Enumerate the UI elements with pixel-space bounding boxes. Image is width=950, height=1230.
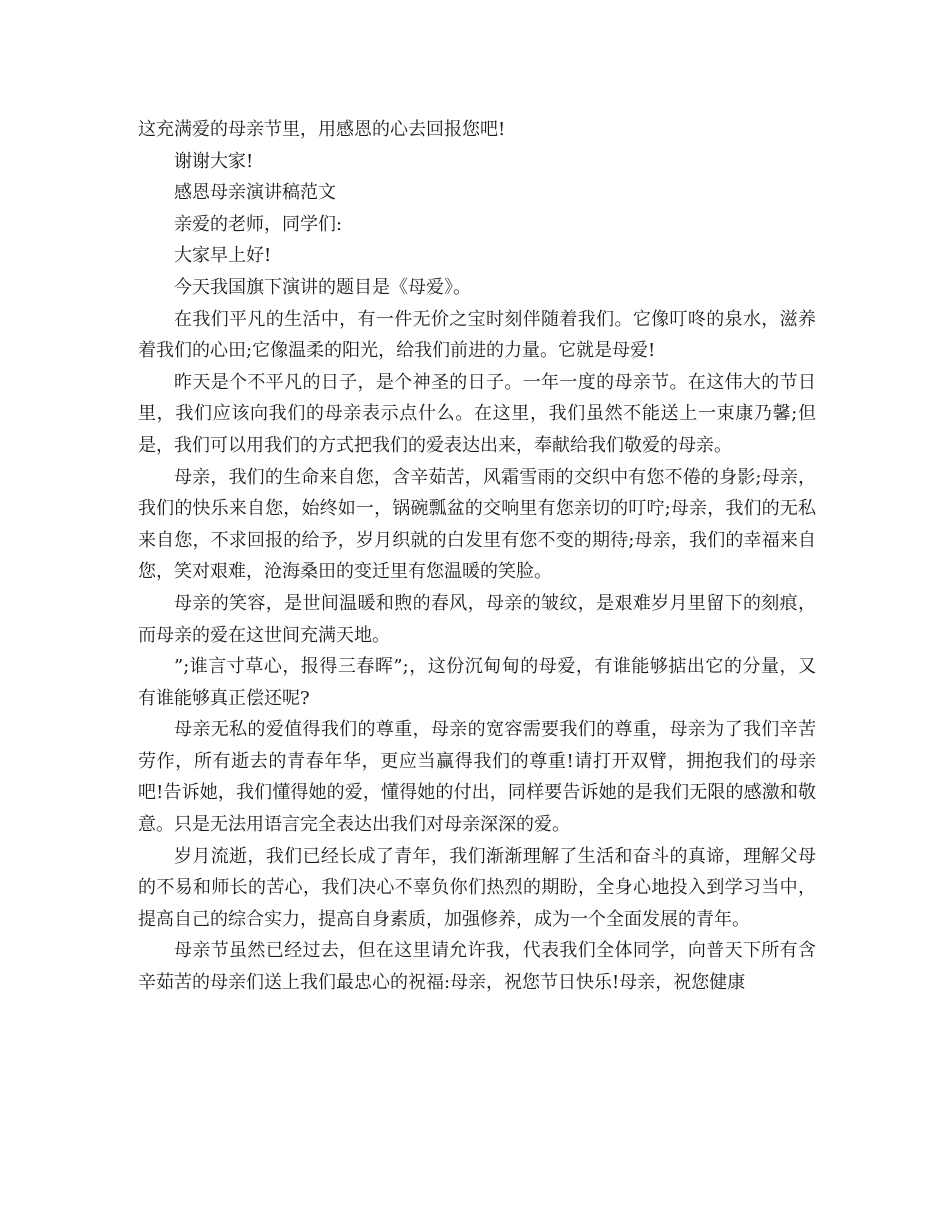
paragraph-topic: 今天我国旗下演讲的题目是《母爱》。	[174, 276, 471, 298]
paragraph-body: ”;谁言寸草心，报得三春晖”;，这份沉甸甸的母爱，有谁能够掂出它的分量，又有谁能够真正偿还呢?	[138, 656, 816, 709]
paragraph-salutation: 亲爱的老师，同学们:	[174, 213, 343, 235]
paragraph-body: 母亲的笑容，是世间温暖和煦的春风，母亲的皱纹，是艰难岁月里留下的刻痕，而母亲的爱在这世间充满天地。	[138, 592, 816, 646]
document-body	[138, 114, 816, 999]
paragraph-greeting: 大家早上好!	[174, 245, 272, 267]
paragraph-closing-line: 这充满爱的母亲节里，用感恩的心去回报您吧!	[138, 119, 506, 140]
paragraph-body: 母亲，我们的生命来自您，含辛茹苦，风霜雪雨的交织中有您不倦的身影;母亲，我们的快乐来自您，始终如一，锅碗瓢盆的交响里有您亲切的叮咛;母亲，我们的无私来自您，不求回报的给予，岁月织就的白发里有您不变的期待;母亲，我们的幸福来自您，笑对艰难，沧海桑田的变迁里有您温暖的笑脸。	[138, 466, 816, 583]
paragraph-body: 母亲无私的爱值得我们的尊重，母亲的宽容需要我们的尊重，母亲为了我们辛苦劳作，所有逝去的青春年华，更应当赢得我们的尊重!请打开双臂，拥抱我们的母亲吧!告诉她，我们懂得她的爱，懂得她的付出，同样要告诉她的是我们无限的感激和敬意。只是无法用语言完全表达出我们对母亲深深的爱。	[138, 719, 816, 836]
paragraph-body: 在我们平凡的生活中，有一件无价之宝时刻伴随着我们。它像叮咚的泉水，滋养着我们的心田;它像温柔的阳光，给我们前进的力量。它就是母爱!	[138, 308, 816, 362]
paragraph-body: 昨天是个不平凡的日子，是个神圣的日子。一年一度的母亲节。在这伟大的节日里，我们应该向我们的母亲表示点什么。在这里，我们虽然不能送上一束康乃馨;但是，我们可以用我们的方式把我们的爱表达出来，奉献给我们敬爱的母亲。	[138, 371, 816, 456]
paragraph-thanks: 谢谢大家!	[174, 150, 254, 172]
paragraph-title: 感恩母亲演讲稿范文	[174, 182, 336, 204]
paragraph-body: 岁月流逝，我们已经长成了青年，我们渐渐理解了生活和奋斗的真谛，理解父母的不易和师长的苦心，我们决心不辜负你们热烈的期盼，全身心地投入到学习当中，提高自己的综合实力，提高自身素质，加强修养，成为一个全面发展的青年。	[138, 845, 816, 930]
paragraph-body: 母亲节虽然已经过去，但在这里请允许我，代表我们全体同学，向普天下所有含辛茹苦的母亲们送上我们最忠心的祝福:母亲，祝您节日快乐!母亲，祝您健康	[138, 940, 816, 994]
